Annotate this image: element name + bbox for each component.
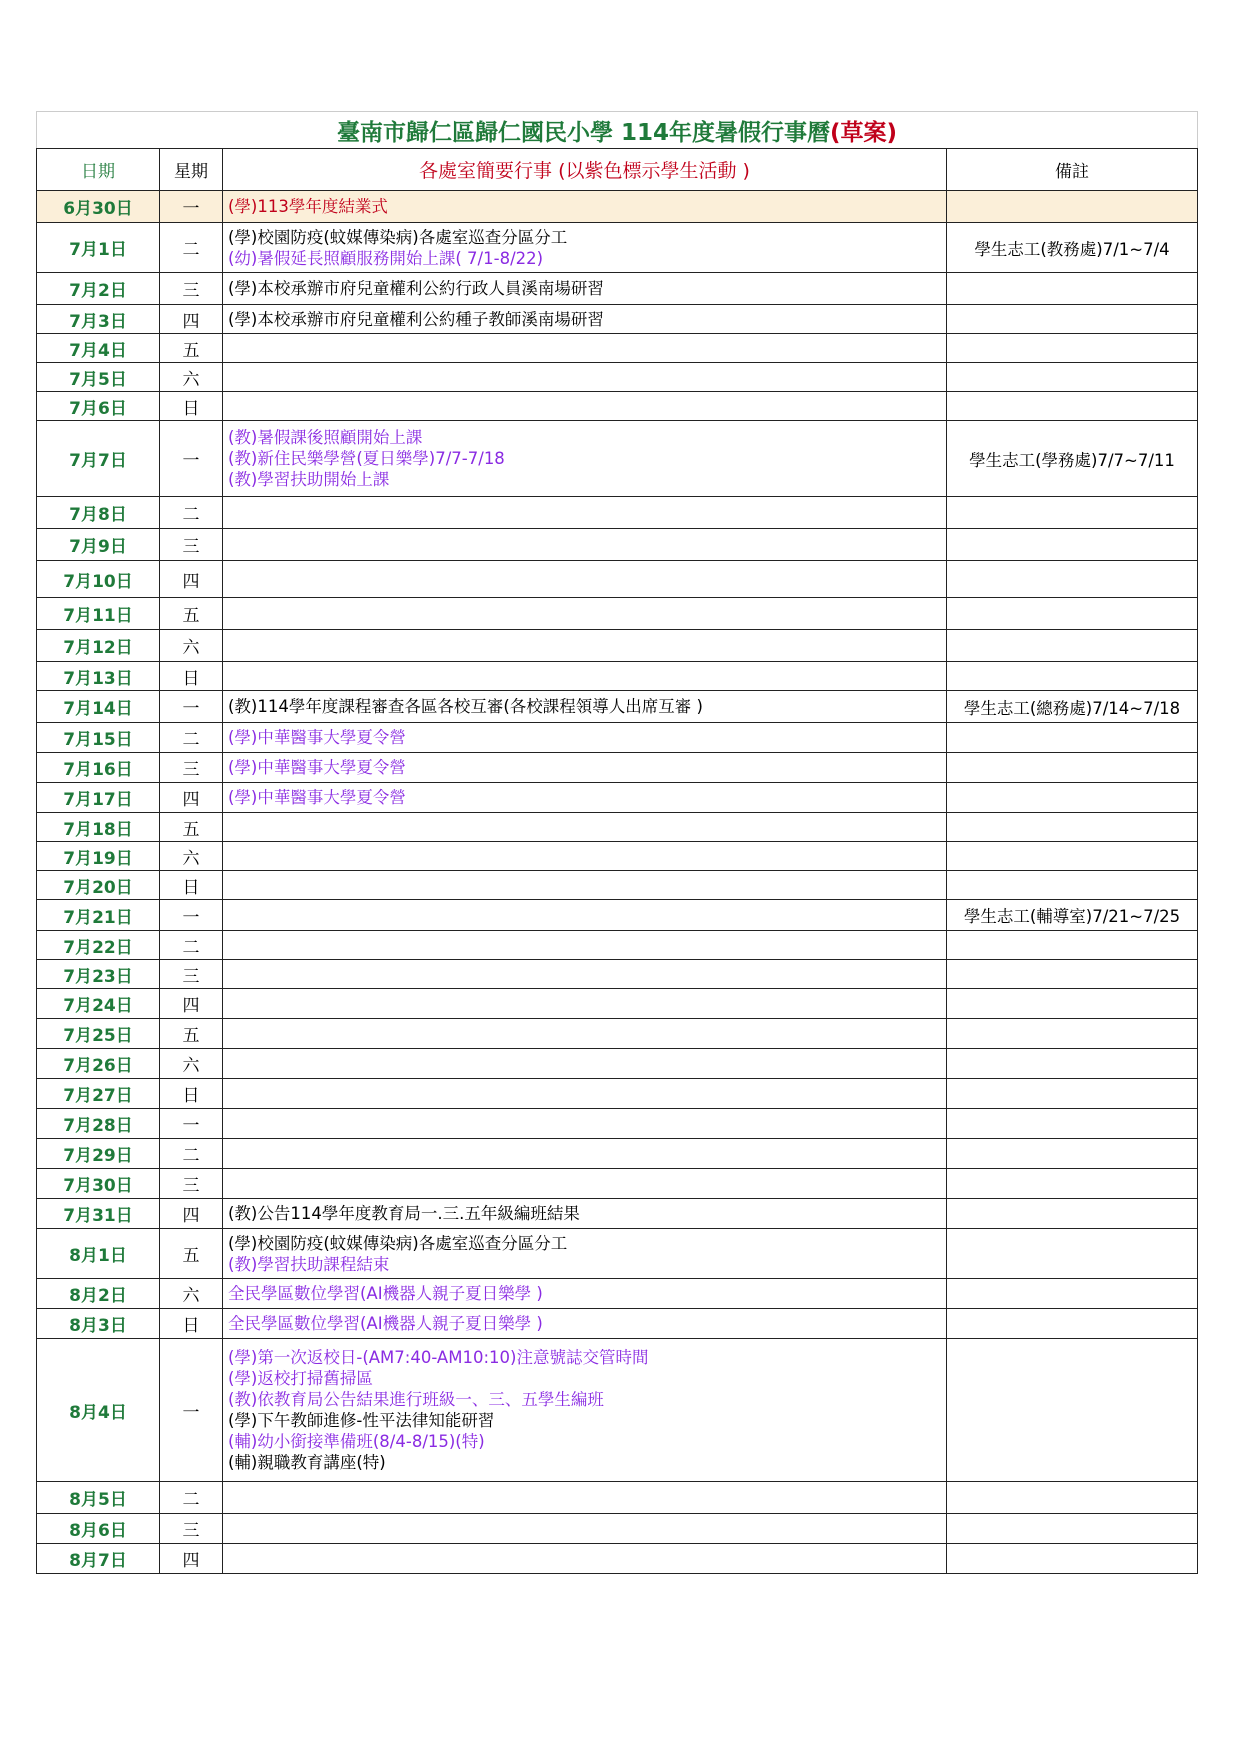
events-cell — [223, 1139, 947, 1169]
date-cell: 7月24日 — [37, 989, 160, 1019]
date-cell: 8月2日 — [37, 1279, 160, 1309]
note-cell — [947, 630, 1198, 662]
events-cell — [223, 561, 947, 598]
events-cell — [223, 1199, 947, 1229]
events-cell — [223, 598, 947, 630]
note-cell — [947, 1079, 1198, 1109]
table-row — [37, 931, 1198, 960]
weekday-cell: 一 — [160, 421, 223, 497]
weekday-cell: 日 — [160, 662, 223, 691]
weekday-cell: 二 — [160, 1482, 223, 1514]
date-cell: 7月18日 — [37, 813, 160, 842]
weekday-cell: 二 — [160, 223, 223, 273]
note-cell — [947, 1514, 1198, 1544]
weekday-cell: 日 — [160, 1309, 223, 1339]
events-cell — [223, 1482, 947, 1514]
date-cell: 7月14日 — [37, 691, 160, 723]
events-cell — [223, 392, 947, 421]
note-cell — [947, 392, 1198, 421]
weekday-cell: 六 — [160, 842, 223, 871]
events-cell — [223, 1229, 947, 1279]
weekday-cell: 二 — [160, 723, 223, 753]
date-cell: 7月31日 — [37, 1199, 160, 1229]
note-cell — [947, 598, 1198, 630]
event-line: (輔)幼小銜接準備班(8/4-8/15)(特) — [228, 1432, 485, 1451]
table-row — [37, 1199, 1198, 1229]
events-cell — [223, 1109, 947, 1139]
note-cell — [947, 753, 1198, 783]
weekday-cell: 三 — [160, 1514, 223, 1544]
weekday-cell: 四 — [160, 783, 223, 813]
date-cell: 7月6日 — [37, 392, 160, 421]
note-cell — [947, 561, 1198, 598]
weekday-cell: 五 — [160, 1229, 223, 1279]
table-row — [37, 1339, 1198, 1482]
calendar-body — [37, 191, 1198, 1574]
date-cell: 7月20日 — [37, 871, 160, 900]
table-row — [37, 1019, 1198, 1049]
weekday-cell: 二 — [160, 1139, 223, 1169]
note-cell — [947, 273, 1198, 305]
table-row — [37, 842, 1198, 871]
note-cell — [947, 1339, 1198, 1482]
weekday-cell: 四 — [160, 989, 223, 1019]
table-row — [37, 1544, 1198, 1574]
note-cell: 學生志工(輔導室)7/21~7/25 — [947, 900, 1198, 931]
weekday-cell: 五 — [160, 334, 223, 363]
table-row — [37, 529, 1198, 561]
date-cell: 7月28日 — [37, 1109, 160, 1139]
note-cell: 學生志工(學務處)7/7~7/11 — [947, 421, 1198, 497]
note-cell — [947, 783, 1198, 813]
event-line: (學)113學年度結業式 — [228, 197, 388, 216]
date-cell: 7月5日 — [37, 363, 160, 392]
note-cell — [947, 871, 1198, 900]
event-line: (學)中華醫事大學夏令營 — [228, 788, 406, 807]
events-cell — [223, 363, 947, 392]
events-cell — [223, 662, 947, 691]
note-cell — [947, 1109, 1198, 1139]
events-cell — [223, 191, 947, 223]
event-line: (學)本校承辦市府兒童權利公約行政人員溪南場研習 — [228, 279, 604, 298]
note-cell — [947, 191, 1198, 223]
date-cell: 8月6日 — [37, 1514, 160, 1544]
note-cell — [947, 1199, 1198, 1229]
events-cell — [223, 1019, 947, 1049]
table-row — [37, 497, 1198, 529]
date-cell: 7月22日 — [37, 931, 160, 960]
events-cell — [223, 931, 947, 960]
weekday-cell: 三 — [160, 960, 223, 989]
event-line: (教)依教育局公告結果進行班級一、三、五學生編班 — [228, 1390, 604, 1409]
table-row — [37, 561, 1198, 598]
events-cell — [223, 960, 947, 989]
weekday-cell: 三 — [160, 273, 223, 305]
events-cell — [223, 1514, 947, 1544]
date-cell: 7月21日 — [37, 900, 160, 931]
weekday-cell: 五 — [160, 598, 223, 630]
note-cell — [947, 1229, 1198, 1279]
note-cell — [947, 960, 1198, 989]
events-cell — [223, 273, 947, 305]
date-cell: 7月9日 — [37, 529, 160, 561]
date-cell: 8月4日 — [37, 1339, 160, 1482]
event-line: 全民學區數位學習(AI機器人親子夏日樂學 ) — [228, 1314, 543, 1333]
table-row — [37, 334, 1198, 363]
summer-calendar-table — [36, 111, 1198, 1574]
weekday-cell: 一 — [160, 191, 223, 223]
table-row — [37, 1169, 1198, 1199]
note-cell — [947, 1049, 1198, 1079]
event-line: (學)下午教師進修-性平法律知能研習 — [228, 1411, 495, 1430]
events-cell — [223, 223, 947, 273]
table-row — [37, 191, 1198, 223]
events-cell — [223, 813, 947, 842]
weekday-cell: 一 — [160, 1339, 223, 1482]
date-cell: 7月10日 — [37, 561, 160, 598]
table-row — [37, 421, 1198, 497]
date-cell: 8月7日 — [37, 1544, 160, 1574]
note-cell — [947, 305, 1198, 334]
title-row — [37, 112, 1198, 149]
event-line: (學)中華醫事大學夏令營 — [228, 758, 406, 777]
note-cell — [947, 497, 1198, 529]
note-cell: 學生志工(教務處)7/1~7/4 — [947, 223, 1198, 273]
weekday-cell: 四 — [160, 1199, 223, 1229]
table-row — [37, 273, 1198, 305]
events-cell — [223, 1079, 947, 1109]
weekday-cell: 六 — [160, 1279, 223, 1309]
events-cell — [223, 1309, 947, 1339]
date-cell: 7月27日 — [37, 1079, 160, 1109]
events-cell — [223, 529, 947, 561]
event-line: (教)公告114學年度教育局一.三.五年級編班結果 — [228, 1204, 580, 1223]
date-cell: 7月2日 — [37, 273, 160, 305]
note-cell — [947, 1279, 1198, 1309]
date-cell: 7月7日 — [37, 421, 160, 497]
note-cell — [947, 813, 1198, 842]
date-cell: 7月1日 — [37, 223, 160, 273]
event-line: (幼)暑假延長照顧服務開始上課( 7/1-8/22) — [228, 248, 544, 268]
weekday-cell: 三 — [160, 1169, 223, 1199]
date-cell: 7月16日 — [37, 753, 160, 783]
date-cell: 8月3日 — [37, 1309, 160, 1339]
header-weekday: 星期 — [160, 149, 223, 191]
weekday-cell: 六 — [160, 1049, 223, 1079]
event-line: (教)暑假課後照顧開始上課 — [228, 428, 423, 447]
note-cell — [947, 989, 1198, 1019]
table-row — [37, 723, 1198, 753]
note-cell — [947, 1019, 1198, 1049]
table-row — [37, 1049, 1198, 1079]
weekday-cell: 日 — [160, 1079, 223, 1109]
table-row — [37, 630, 1198, 662]
note-cell — [947, 931, 1198, 960]
weekday-cell: 三 — [160, 529, 223, 561]
note-cell — [947, 1544, 1198, 1574]
date-cell: 7月29日 — [37, 1139, 160, 1169]
table-row — [37, 813, 1198, 842]
table-row — [37, 1309, 1198, 1339]
table-row — [37, 305, 1198, 334]
weekday-cell: 一 — [160, 691, 223, 723]
events-cell — [223, 630, 947, 662]
events-cell — [223, 334, 947, 363]
event-line: (學)本校承辦市府兒童權利公約種子教師溪南場研習 — [228, 309, 604, 329]
date-cell: 7月19日 — [37, 842, 160, 871]
date-cell: 8月1日 — [37, 1229, 160, 1279]
table-row — [37, 691, 1198, 723]
note-cell — [947, 1482, 1198, 1514]
table-row — [37, 960, 1198, 989]
events-cell — [223, 421, 947, 497]
weekday-cell: 一 — [160, 900, 223, 931]
weekday-cell: 二 — [160, 497, 223, 529]
events-cell — [223, 900, 947, 931]
events-cell — [223, 1279, 947, 1309]
header-row — [37, 149, 1198, 191]
header-date: 日期 — [37, 149, 160, 191]
table-row — [37, 1229, 1198, 1279]
date-cell: 7月17日 — [37, 783, 160, 813]
weekday-cell: 六 — [160, 363, 223, 392]
header-events: 各處室簡要行事 (以紫色標示學生活動 ) — [223, 149, 947, 191]
note-cell — [947, 334, 1198, 363]
note-cell: 學生志工(總務處)7/14~7/18 — [947, 691, 1198, 723]
table-row — [37, 989, 1198, 1019]
table-row — [37, 1482, 1198, 1514]
title-draft: (草案) — [830, 119, 898, 146]
date-cell: 7月8日 — [37, 497, 160, 529]
events-cell — [223, 497, 947, 529]
events-cell — [223, 1544, 947, 1574]
events-cell — [223, 305, 947, 334]
note-cell — [947, 529, 1198, 561]
note-cell — [947, 723, 1198, 753]
table-row — [37, 1079, 1198, 1109]
note-cell — [947, 1169, 1198, 1199]
table-row — [37, 1279, 1198, 1309]
date-cell: 7月30日 — [37, 1169, 160, 1199]
date-cell: 7月3日 — [37, 305, 160, 334]
weekday-cell: 四 — [160, 305, 223, 334]
events-cell — [223, 871, 947, 900]
weekday-cell: 一 — [160, 1109, 223, 1139]
event-line: (學)中華醫事大學夏令營 — [228, 728, 406, 747]
title-main: 臺南市歸仁區歸仁國民小學 114年度暑假行事曆 — [336, 119, 830, 146]
table-row — [37, 598, 1198, 630]
event-line: (教)學習扶助開始上課 — [228, 470, 390, 489]
table-row — [37, 223, 1198, 273]
note-cell — [947, 1139, 1198, 1169]
date-cell: 7月13日 — [37, 662, 160, 691]
table-row — [37, 900, 1198, 931]
weekday-cell: 三 — [160, 753, 223, 783]
document-title — [37, 112, 1198, 149]
note-cell — [947, 1309, 1198, 1339]
table-row — [37, 1109, 1198, 1139]
table-row — [37, 753, 1198, 783]
weekday-cell: 四 — [160, 561, 223, 598]
note-cell — [947, 842, 1198, 871]
weekday-cell: 二 — [160, 931, 223, 960]
table-row — [37, 783, 1198, 813]
date-cell: 7月25日 — [37, 1019, 160, 1049]
date-cell: 7月15日 — [37, 723, 160, 753]
table-row — [37, 1139, 1198, 1169]
event-line: (教)學習扶助課程結束 — [228, 1254, 390, 1274]
event-line: (學)第一次返校日-(AM7:40-AM10:10)注意號誌交管時間 — [228, 1348, 649, 1367]
events-cell — [223, 1169, 947, 1199]
events-cell — [223, 1049, 947, 1079]
note-cell — [947, 662, 1198, 691]
date-cell: 7月12日 — [37, 630, 160, 662]
date-cell: 7月4日 — [37, 334, 160, 363]
events-cell — [223, 723, 947, 753]
events-cell — [223, 1339, 947, 1482]
weekday-cell: 日 — [160, 392, 223, 421]
event-line: (教)新住民樂學營(夏日樂學)7/7-7/18 — [228, 449, 505, 468]
events-cell — [223, 691, 947, 723]
events-cell — [223, 842, 947, 871]
date-cell: 7月11日 — [37, 598, 160, 630]
weekday-cell: 五 — [160, 813, 223, 842]
date-cell: 7月26日 — [37, 1049, 160, 1079]
event-line: (學)校園防疫(蚊媒傳染病)各處室巡查分區分工 — [228, 1233, 568, 1253]
date-cell: 8月5日 — [37, 1482, 160, 1514]
table-row — [37, 871, 1198, 900]
date-cell: 6月30日 — [37, 191, 160, 223]
events-cell — [223, 753, 947, 783]
event-line: (教)114學年度課程審查各區各校互審(各校課程領導人出席互審 ) — [228, 697, 703, 716]
events-cell — [223, 783, 947, 813]
weekday-cell: 四 — [160, 1544, 223, 1574]
note-cell — [947, 363, 1198, 392]
weekday-cell: 六 — [160, 630, 223, 662]
event-line: 全民學區數位學習(AI機器人親子夏日樂學 ) — [228, 1284, 543, 1303]
table-row — [37, 1514, 1198, 1544]
weekday-cell: 五 — [160, 1019, 223, 1049]
event-line: (學)返校打掃舊掃區 — [228, 1369, 373, 1388]
header-notes: 備註 — [947, 149, 1198, 191]
weekday-cell: 日 — [160, 871, 223, 900]
event-line: (學)校園防疫(蚊媒傳染病)各處室巡查分區分工 — [228, 227, 568, 247]
table-row — [37, 392, 1198, 421]
date-cell: 7月23日 — [37, 960, 160, 989]
events-cell — [223, 989, 947, 1019]
event-line: (輔)親職教育講座(特) — [228, 1453, 386, 1472]
table-row — [37, 662, 1198, 691]
table-row — [37, 363, 1198, 392]
